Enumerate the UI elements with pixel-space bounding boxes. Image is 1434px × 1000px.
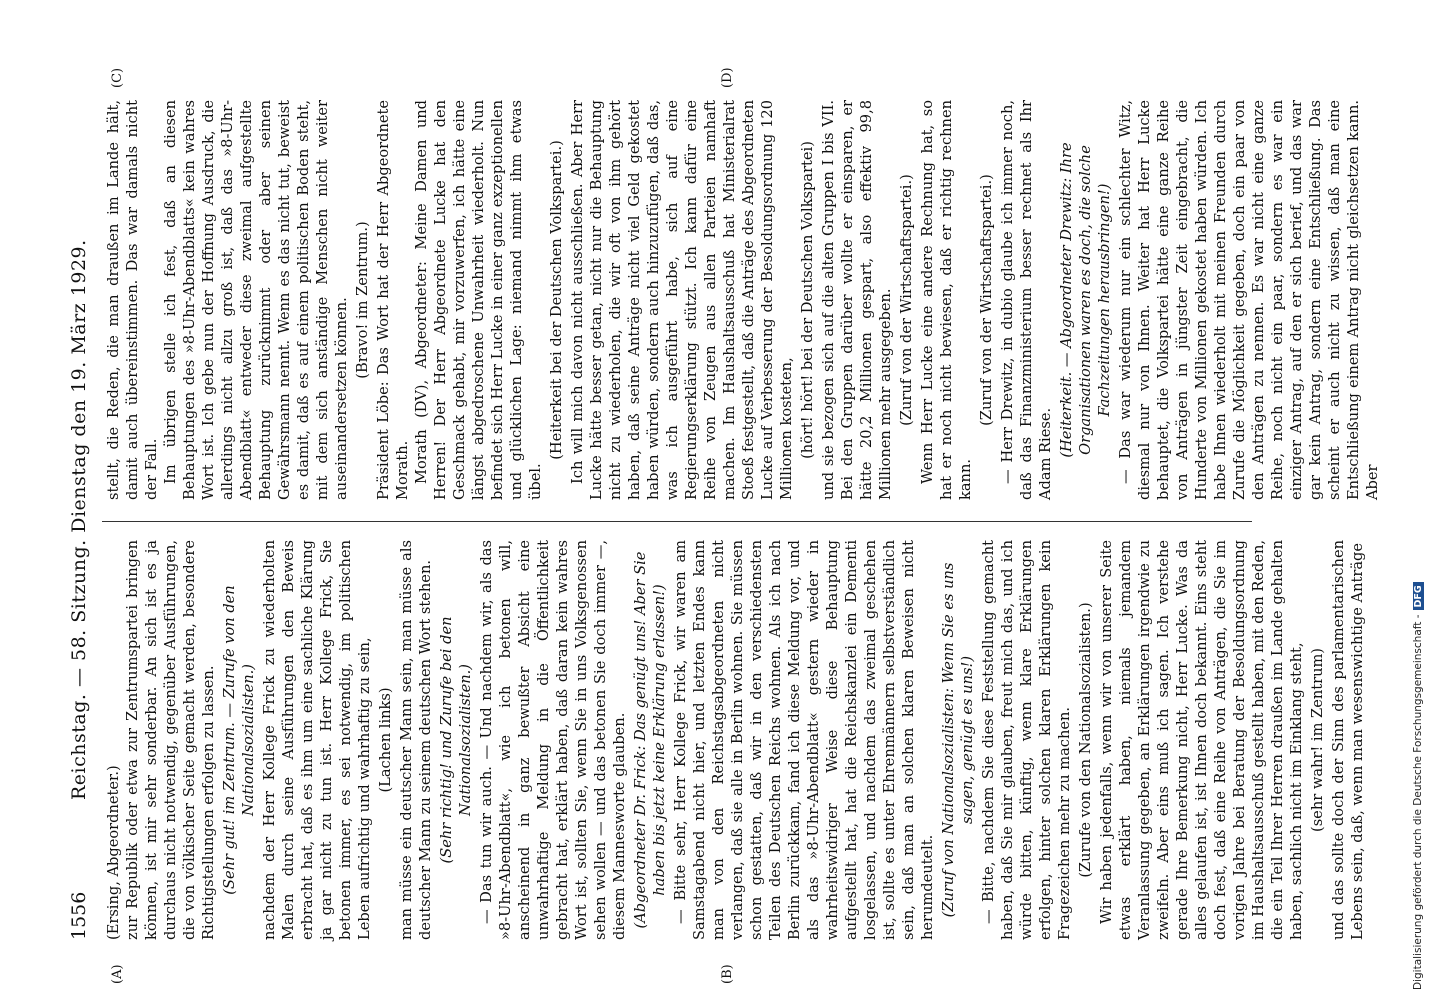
paragraph: — Bitte sehr, Herr Kollege Frick, wir waren am Samstagabend nicht hier, und letzten Endes kann man von den Reichstagsabgeordneten nicht verlangen, daß sie alle in Berlin wohnen. Sie müssen schon gestatten, daß wir in den verschiedensten Teilen des Deutschen Reichs wohnen. Als ich nach Berlin zurückkam, fand ich diese Meldung vor, und als das »8-Uhr-Abendblatt« gestern wieder in wahrheitswidriger Weise diese Behauptung aufgestellt hat, hat die Reichskanzlei ein Dementi losgelassen, und nachdem das zweimal geschehen ist, sollte es unter Ehrenmännern selbstverständlich sein, daß man an solchen klaren Beweisen nicht herumdeutelt. [672, 540, 936, 940]
interjection: (Heiterkeit. — Abgeordneter Drewitz: Ihre Organisationen waren es doch, die solche Fachzeitungen herausbringen!) [1058, 142, 1113, 458]
paragraph: Wenn Herr Lucke eine andere Rechnung hat, so hat er noch nicht bewiesen, daß er richtig rechnen kann. [919, 100, 974, 500]
paragraph: zur Republik oder etwa zur Zentrumspartei bringen können, ist mir sehr sonderbar. An sich ist es ja durchaus nicht notwendig, gegenüber Ausführungen, die von völkischer Seite gemacht werden, besondere Richtigstellungen erfolgen zu lassen. [124, 540, 217, 940]
dfg-logo: DFG [1413, 582, 1424, 610]
interjection: (Sehr gut! im Zentrum. — Zurufe von den Nationalsozialisten.) [221, 585, 257, 895]
right-column [104, 100, 1382, 500]
paragraph: Präsident Löbe: Das Wort hat der Herr Abgeordnete Morath. [375, 100, 411, 500]
interjection: (Bravo! im Zentrum.) [354, 221, 371, 379]
interjection: (Lachen links) [377, 687, 394, 793]
paragraph: stellt, die Reden, die man draußen im Lande hält, damit auch übereinstimmen. Das war damals nicht der Fall. [105, 100, 160, 500]
paragraph: und sie bezogen sich auf die alten Gruppen I bis VII. Bei den Gruppen darüber wollte er einsparen, er hätte 20,2 Millionen gespart, also effektiv 99,8 Millionen mehr ausgegeben. [820, 100, 894, 500]
margin-letter-b: (B) [720, 964, 735, 984]
interjection: (Abgeordneter Dr. Frick: Das genügt uns! Aber Sie haben bis jetzt keine Erklärung erlassen!) [632, 551, 668, 929]
paragraph: — Bitte, nachdem Sie diese Feststellung gemacht haben, daß Sie mir glauben, freut mich das, und ich würde bitten, künftig, wenn klare Erklärungen erfolgen, hinter solchen klaren Erklärungen kein Fragezeichen mehr zu machen. [980, 540, 1073, 940]
interjection: (Zurufe von den Nationalsozialisten.) [1077, 602, 1094, 878]
paragraph: — Herr Drewitz, in dubio glaube ich immer noch, daß das Finanzministerium besser rechnet als Ihr Adam Riese. [999, 100, 1054, 500]
paragraph: Wir haben jedenfalls, wenn wir von unserer Seite etwas erklärt haben, niemals jemandem Veranlassung gegeben, an Erklärungen irgendwie zu zweifeln. Aber eins muß ich sagen. Ich verstehe gerade Ihre Bemerkung nicht, Herr Lucke. Was da alles gelaufen ist, ist Ihnen doch bekannt. Eins steht doch fest, daß eine Reihe von Anträgen, die Sie im vorigen Jahre bei Beratung der Besoldungsordnung im Haushaltsausschuß gestellt haben, mit den Reden, die ein Teil Ihrer Herren draußen im Lande gehalten haben, sachlich nicht im Einklang steht, [1098, 540, 1305, 940]
digitization-credit [1412, 582, 1424, 990]
paragraph: — Das war wiederum nur ein schlechter Witz, diesmal nur von Ihnen. Weiter hat Herr Lucke behauptet, die Volkspartei hätte eine ganze Reihe von Anträgen in jüngster Zeit eingebracht, die Hunderte von Millionen gekostet haben würden. Ich habe Ihnen wiederholt mit meinen Freunden durch Zurufe die Möglichkeit gegeben, doch ein paar von den Anträgen zu nennen. Es war nicht eine ganze Reihe, noch nicht ein paar, sondern es war ein einziger Antrag, auf den er sich berief, und das war gar kein Antrag, sondern eine Entschließung. Das scheint er auch nicht zu wissen, daß man eine Entschließung einem Antrag nicht gleichsetzen kann. Aber [1117, 100, 1381, 500]
margin-letter-c: (C) [110, 67, 125, 88]
margin-letter-d: (D) [720, 67, 735, 88]
running-title: Reichstag. — 58. Sitzung. Dienstag den 19. März 1929. [68, 239, 90, 800]
paragraph: Ich will mich davon nicht ausschließen. Aber Herr Lucke hätte besser getan, nicht nur die Behauptung nicht zu wiederholen, die wir oft von ihm gehört haben, daß seine Anträge nicht viel Geld gekostet haben würden, sondern auch hinzuzufügen, daß das, was ich ausgeführt habe, sich auf eine Regierungserklärung stützt. Ich kann dafür eine Reihe von Zeugen aus allen Parteien namhaft machen. Im Haushaltsausschuß hat Ministerialrat Stoeß festgestellt, daß die Anträge des Abgeordneten Lucke auf Verbesserung der Besoldungsordnung 120 Millionen kosteten, [569, 100, 795, 500]
interjection: (Sehr richtig! und Zurufe bei den Nationalsozialisten.) [438, 616, 474, 864]
paragraph: (Ersing, Abgeordneter.) [105, 765, 122, 940]
credit-text: Digitalisierung gefördert durch die Deutsche Forschungsgemeinschaft - [1412, 614, 1424, 990]
margin-letter-a: (A) [110, 964, 125, 984]
paragraph: Im übrigen stelle ich fest, daß an diesen Behauptungen des »8-Uhr-Abendblatts« kein wahres Wort ist. Ich gebe nun der Hoffnung Ausdruck, die allerdings nicht allzu groß ist, daß das »8-Uhr-Abendblatt« entweder diese zweimal aufgestellte Behauptung zurücknimmt oder aber seinen Gewährsmann nennt. Wenn es das nicht tut, beweist es damit, daß es auf einem politischen Boden steht, mit dem sich anständige Menschen nicht weiter auseinandersetzen können. [162, 100, 350, 500]
interjection: (sehr wahr! im Zentrum) [1309, 648, 1326, 832]
paragraph: nachdem der Herr Kollege Frick zu wiederholten Malen durch seine Ausführungen den Beweis erbracht hat, daß es ihm um eine sachliche Klärung ja gar nicht zu tun ist. Herr Kollege Frick, Sie betonen immer, es sei notwendig, im politischen Leben aufrichtig und wahrhaftig zu sein, [261, 540, 373, 940]
paragraph: — Das tun wir auch. — Und nachdem wir, als das »8-Uhr-Abendblatt«, wie ich betonen will, anscheinend in ganz bewußter Absicht eine unwahrhaftige Meldung in die Öffentlichkeit gebracht hat, erklärt haben, daß daran kein wahres Wort ist, sollten Sie, wenn Sie in uns Volksgenossen sehen wollen — und das betonen Sie doch immer —, diesem Mannesworte glauben. [478, 540, 628, 940]
page-number: 1556 [68, 891, 90, 940]
paragraph: man müsse ein deutscher Mann sein, man müsse als deutscher Mann zu seinem deutschen Wort stehen. [398, 540, 434, 940]
document-page [60, 67, 1381, 984]
paragraph: Morath (DV), Abgeordneter: Meine Damen und Herren! Der Herr Abgeordnete Lucke hat den Geschmack gehabt, mir vorzuwerfen, ich hätte eine längst abgedroschene Unwahrheit wiederholt. Nun befindet sich Herr Lucke in einer ganz exzeptionellen und glücklichen Lage: niemand nimmt ihm etwas übel. [413, 100, 544, 500]
interjection: (Zuruf von Nationalsozialisten: Wenn Sie es uns sagen, genügt es uns!) [940, 562, 976, 918]
interjection: (Heiterkeit bei der Deutschen Volkspartei.) [548, 140, 565, 460]
interjection: (hört! hört! bei der Deutschen Volkspartei) [799, 141, 816, 459]
left-column [104, 540, 1367, 940]
paragraph: und das sollte doch der Sinn des parlamentarischen Lebens sein, daß, wenn man wesenswichtige Anträge [1330, 540, 1366, 940]
page-header [60, 90, 100, 950]
column-divider [102, 521, 1252, 522]
interjection: (Zuruf von der Wirtschaftspartei.) [978, 174, 995, 426]
interjection: (Zuruf von der Wirtschaftspartei.) [898, 174, 915, 426]
